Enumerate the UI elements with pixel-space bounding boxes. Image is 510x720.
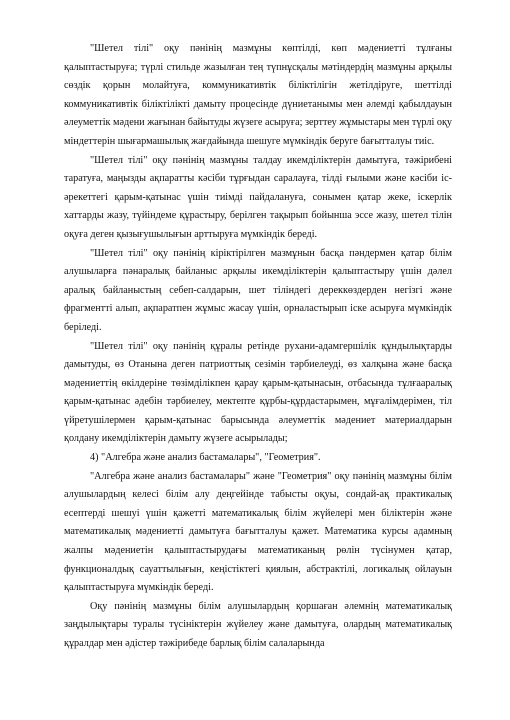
paragraph-algebra-geometry-content: "Алгебра және анализ бастамалары" және "Геометрия" оқу пәнінің мазмұны білім алушылардың келесі білім алу деңгейінде табысты оқуы, сондай-ақ практикалық есептерді шешуі үшін қажетті математикалық білім жүйелері мен біліктерін және математикалық мәдениетті дамытуға бағытталуы қажет. Математика курсы адамның жалпы мәдениетін қалыптастырудағы математиканың рөлін түсінумен қатар, функционалдық сауаттылығын, кеңістіктегі қиялын, абстрактілі, логикалық ойлауын қалыптастыруға мүмкіндік береді. xyxy=(64,470,452,594)
paragraph-subject-content: Оқу пәнінің мазмұны білім алушылардың қоршаған әлемнің математикалық заңдылықтары туралы түсініктерін жүйелеу және дамытуға, олардың математикалық құралдар мен әдістер тәжірибеде барлық білім салаларында xyxy=(64,600,452,649)
paragraph-foreign-language-skills: "Шетел тілі" оқу пәнінің мазмұны талдау икемділіктерін дамытуға, тәжірибені таратуға, маңызды ақпаратты кәсіби тұрғыдан саралауға, тілді ғылыми және кәсіби іс-әрекеттегі қарым-қатынас үшін тиімді пайдалануға, сонымен қатар жеке, іскерлік хаттарды жазу, түйіндеме құрастыру, берілген тақырып бойынша эссе жазу, шетел тілін оқуға деген қызығушылығын арттыруға мүмкіндік береді. xyxy=(64,154,452,240)
paragraph-foreign-language-values: "Шетел тілі" оқу пәнінің құралы ретінде рухани-адамгершілік құндылықтарды дамытуды, өз Отанына деген патриоттық сезімін тәрбиелеуді, өз халқына және басқа мәдениеттің өкілдеріне төзімділікпен қарау қарым-қатынасын, отбасында тұлғааралық қарым-қатынас әдебін тәрбиелеу, мектепте құрбы-құрдастарымен, мұғалімдерімен, тіл үйретушілермен қарым-қатынас барысында әлеуметтік мәдениет материалдарын қолдану икемділіктерін дамыту жүзеге асырылады; xyxy=(64,340,452,445)
section-heading-algebra-geometry: 4) "Алгебра және анализ бастамалары", "Геометрия". xyxy=(90,452,321,464)
paragraph-foreign-language-content: "Шетел тілі" оқу пәнінің мазмұны көптілді, көп мәдениетті тұлғаны қалыптастыруға; түрлі стильде жазылған тең түпнұсқалы мәтіндердің мазмұны арқылы сөздік қорын молайтуға, коммуникативтік біліктілігін жетілдіруге, шеттілді коммуникативтік біліктілікті дамыту процесінде дүниетанымы мен әлемді қабылдауын әлеуметтік мәдени жағынан байытуды жүзеге асыруға; зерттеу жұмыстары мен түрлі оқу міндеттерін шығармашылық жағдайында шешуге мүмкіндік беруге бағытталуы тиіс. xyxy=(64,43,452,147)
paragraph-foreign-language-integration: "Шетел тілі" оқу пәнінің кіріктірілген мазмұнын басқа пәндермен қатар білім алушыларға пәнаралық байланыс арқылы икемділіктерін қалыптастыру үшін дәлел аралық байланыстың себеп-салдарын, шет тіліндегі дереккөздерден негізгі және фрагментті алып, ақпаратпен жұмыс жасау үшін, орналастырып іске асыруға мүмкіндік беріледі. xyxy=(64,247,452,333)
document-body xyxy=(64,40,452,654)
